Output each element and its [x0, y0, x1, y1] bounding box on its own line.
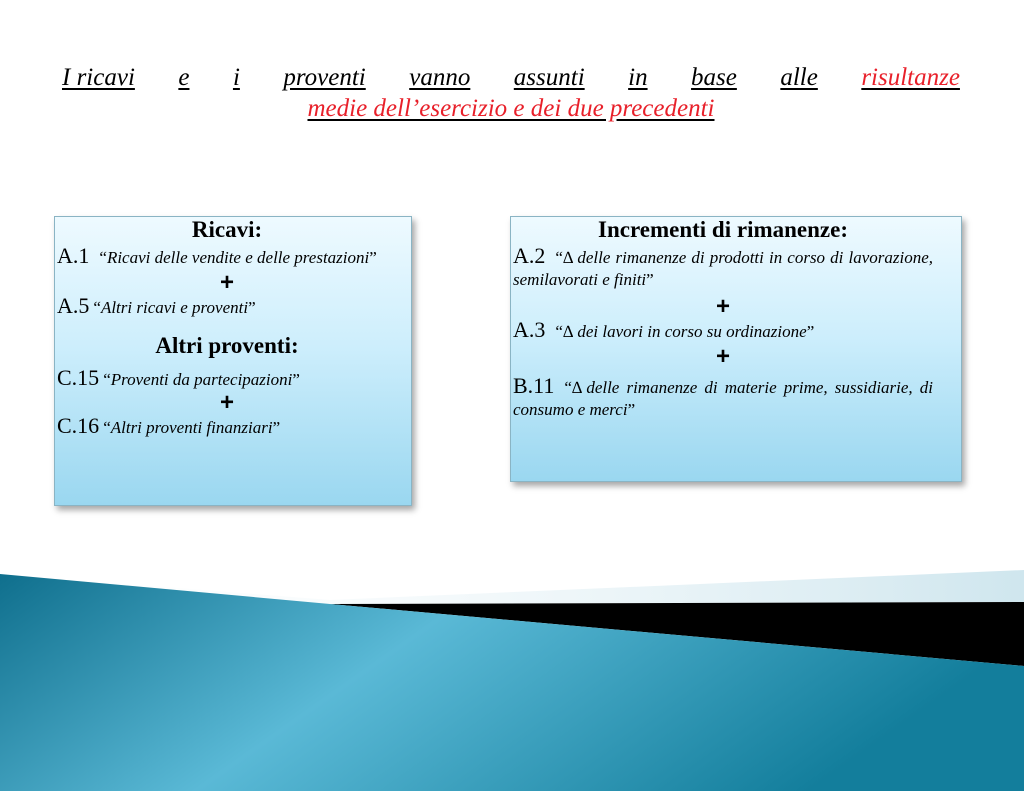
- entry-code: A.2: [513, 243, 546, 268]
- decorative-band: [0, 560, 1024, 791]
- entry-a2: [513, 245, 933, 291]
- entry-b11: [513, 375, 933, 421]
- entry-text: Proventi da partecipazioni: [110, 370, 293, 389]
- entry-a3: [513, 317, 933, 342]
- open-quote: “: [564, 378, 572, 397]
- title-line-1: [62, 62, 960, 93]
- delta-symbol: ∆: [562, 322, 574, 341]
- entry-text: dei lavori in corso su ordinazione: [577, 322, 807, 341]
- plus-sign: +: [219, 389, 234, 416]
- title-word: I ricavi: [62, 64, 135, 91]
- title-line-2: medie dell’esercizio e dei due precedenti: [307, 95, 715, 122]
- entry-a5: [57, 295, 397, 319]
- title-word: alle: [780, 64, 818, 91]
- entry-code: A.1: [57, 243, 90, 268]
- title-word: vanno: [409, 64, 471, 91]
- close-quote: ”: [292, 370, 300, 389]
- ricavi-heading: Ricavi:: [191, 217, 263, 242]
- entry-c16: [57, 415, 397, 439]
- incrementi-heading: Incrementi di rimanenze:: [598, 217, 848, 242]
- title-highlight: risultanze: [861, 64, 960, 91]
- title-word: assunti: [513, 64, 585, 91]
- title-word: i: [232, 64, 240, 91]
- close-quote: ”: [272, 418, 281, 437]
- slide-title: [62, 62, 960, 124]
- entry-code: B.11: [513, 373, 555, 398]
- entry-c15: [57, 367, 397, 391]
- entry-code: A.5: [57, 293, 90, 318]
- open-quote: “: [555, 248, 563, 267]
- open-quote: “: [555, 322, 563, 341]
- entry-code: C.15: [57, 365, 100, 390]
- close-quote: ”: [627, 400, 636, 419]
- incrementi-box: [510, 216, 962, 482]
- entry-text: delle rimanenze di materie prime, sussidiarie, di consumo e merci: [513, 378, 933, 419]
- plus-sign: +: [715, 293, 730, 320]
- open-quote: “: [93, 298, 101, 317]
- entry-code: A.3: [513, 317, 546, 342]
- close-quote: ”: [646, 270, 654, 289]
- title-word: in: [628, 64, 648, 91]
- delta-symbol: ∆: [562, 248, 574, 267]
- close-quote: ”: [248, 298, 256, 317]
- close-quote: ”: [806, 322, 815, 341]
- plus-sign: +: [715, 343, 730, 370]
- entry-text: Altri ricavi e proventi: [100, 298, 249, 317]
- delta-symbol: ∆: [571, 378, 583, 397]
- ricavi-box: [54, 216, 412, 506]
- entry-code: C.16: [57, 413, 100, 438]
- close-quote: ”: [369, 248, 377, 267]
- entry-text: Altri proventi finanziari: [110, 418, 273, 437]
- title-word: base: [691, 64, 737, 91]
- entry-a1: [57, 245, 397, 269]
- plus-sign: +: [219, 269, 234, 296]
- altri-proventi-heading: Altri proventi:: [155, 333, 299, 358]
- entry-text: Ricavi delle vendite e delle prestazioni: [106, 248, 370, 267]
- open-quote: “: [103, 418, 111, 437]
- open-quote: “: [99, 248, 107, 267]
- title-word: e: [178, 64, 190, 91]
- open-quote: “: [103, 370, 111, 389]
- entry-text: delle rimanenze di prodotti in corso di lavorazione, semilavorati e finiti: [513, 248, 933, 289]
- title-word: proventi: [283, 64, 366, 91]
